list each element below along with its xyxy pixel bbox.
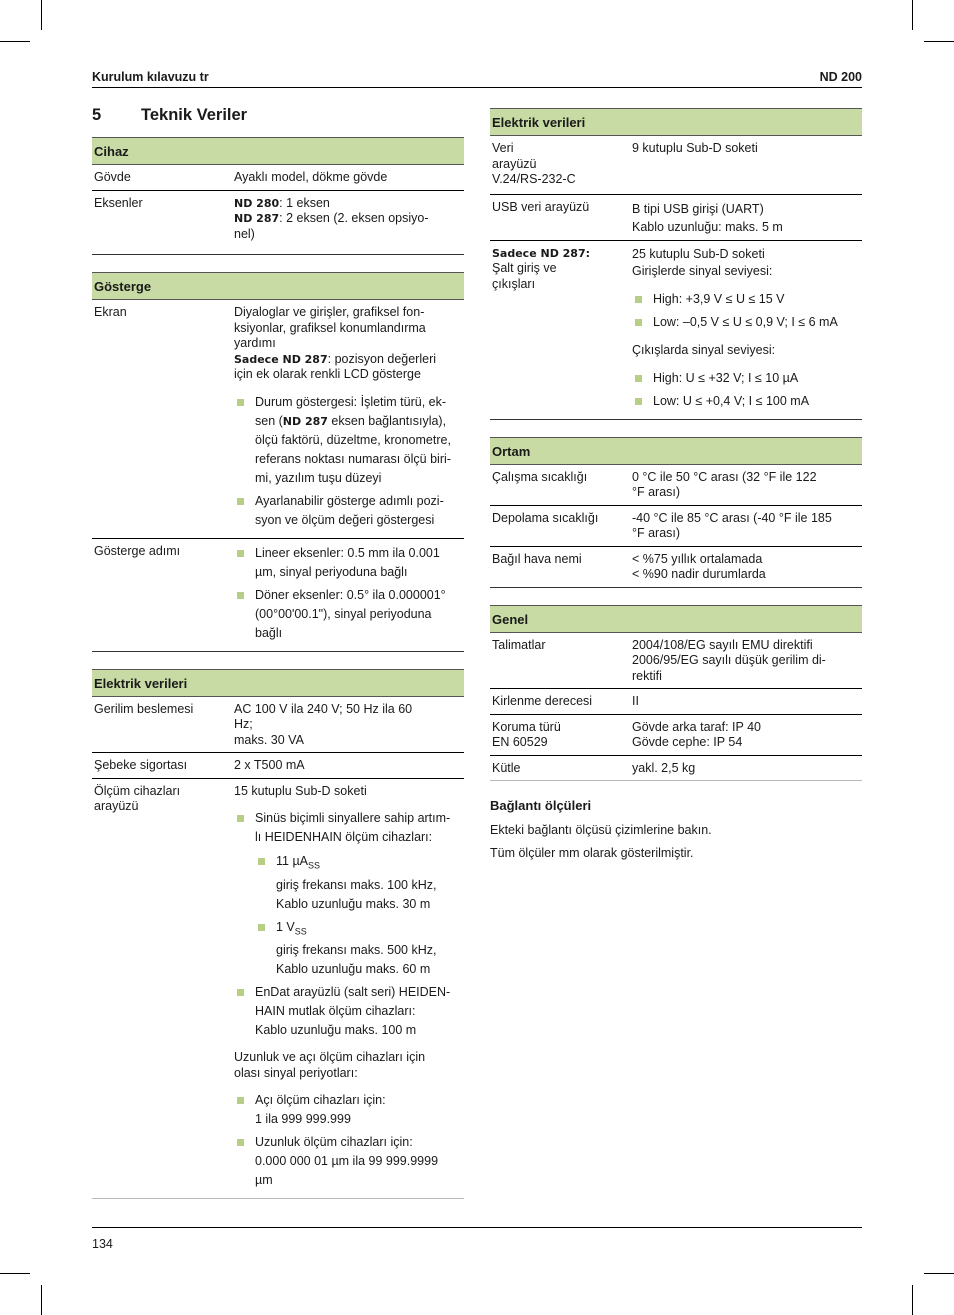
spec-table xyxy=(490,465,862,587)
table-row xyxy=(92,753,464,779)
model-name: ND 280 xyxy=(234,196,280,210)
crop-mark xyxy=(924,1273,954,1274)
section-heading: Ortam xyxy=(490,437,862,465)
sub-bullet-list xyxy=(255,852,462,979)
model-name: ND 287 xyxy=(282,414,328,428)
bullet-list xyxy=(234,544,462,643)
row-value xyxy=(232,778,464,1198)
bullet-list xyxy=(632,290,860,332)
paragraph: Tüm ölçüler mm olarak gösterilmiştir. xyxy=(490,846,694,860)
text: syon ve ölçüm değeri göstergesi xyxy=(255,512,435,527)
bullet-list xyxy=(234,1091,462,1190)
row-value xyxy=(232,697,464,753)
list-item xyxy=(234,1133,462,1190)
left-column xyxy=(92,106,464,1216)
section-heading: Cihaz xyxy=(92,137,464,165)
text: rektifi xyxy=(632,668,662,683)
section-heading: Elektrik verileri xyxy=(490,108,862,136)
list-item xyxy=(632,369,860,388)
list-item xyxy=(234,1091,462,1129)
table-row xyxy=(92,538,464,651)
table-row xyxy=(92,778,464,1198)
subscript: SS xyxy=(308,860,321,871)
table-row xyxy=(490,194,862,240)
list-item xyxy=(255,918,462,980)
model-name: Sadece ND 287 xyxy=(234,352,328,366)
table-row xyxy=(490,633,862,689)
row-label: Kirlenme derecesi xyxy=(490,689,630,715)
row-label: Talimatlar xyxy=(492,637,546,652)
list-item xyxy=(234,983,462,1040)
text: Şalt giriş ve xyxy=(492,261,557,275)
list-item xyxy=(234,586,462,643)
text: arayüzü xyxy=(492,156,537,171)
text: Kablo uzunluğu maks. 30 m xyxy=(276,896,431,911)
bullet-list xyxy=(234,809,462,1040)
table-row xyxy=(92,165,464,190)
row-label: Eksenler xyxy=(92,190,232,254)
text: Ölçüm cihazları xyxy=(94,783,181,798)
list-item xyxy=(632,290,860,309)
page-title xyxy=(92,106,464,128)
text: Uzunluk ve açı ölçüm cihazları için xyxy=(234,1050,426,1064)
text: Low: –0,5 V ≤ U ≤ 0,9 V; I ≤ 6 mA xyxy=(653,314,838,329)
spec-table xyxy=(92,165,464,254)
paragraph xyxy=(234,1050,462,1081)
section-elektrik-1 xyxy=(92,669,464,1200)
header-product: ND 200 xyxy=(819,70,862,84)
crop-mark xyxy=(0,1273,30,1274)
text: AC 100 V ila 240 V; 50 Hz ila 60 xyxy=(234,701,413,716)
text: Veri xyxy=(492,141,514,155)
text: EN 60529 xyxy=(492,735,548,749)
row-label: Depolama sıcaklığı xyxy=(490,505,630,546)
text: Açı ölçüm cihazları için: xyxy=(255,1093,386,1107)
section-heading: Genel xyxy=(490,605,862,633)
row-value xyxy=(232,300,464,538)
text: µm xyxy=(255,1173,273,1187)
table-row xyxy=(490,465,862,506)
row-label: Ekran xyxy=(94,305,127,319)
row-value: Ayaklı model, dökme gövde xyxy=(234,170,388,184)
text: (00°00'00.1"), sinyal periyoduna xyxy=(255,606,432,621)
crop-mark xyxy=(0,41,30,42)
section-title: Teknik Veriler xyxy=(141,106,248,124)
section-heading: Gösterge xyxy=(92,272,464,300)
row-value xyxy=(630,240,862,419)
text: mi, yazılım tuşu düzeyi xyxy=(255,470,382,485)
text: 1 ila 999 999.999 xyxy=(255,1112,351,1126)
section-number: 5 xyxy=(92,106,102,124)
text: çıkışları xyxy=(492,276,536,291)
bullet-list xyxy=(632,369,860,411)
crop-mark xyxy=(41,0,42,30)
row-label: Çalışma sıcaklığı xyxy=(492,469,588,484)
text: giriş frekansı maks. 500 kHz, xyxy=(276,943,437,957)
text: V.24/RS-232-C xyxy=(492,172,576,186)
crop-mark xyxy=(924,41,954,42)
text: : 2 eksen (2. eksen opsiyo- xyxy=(279,211,429,225)
crop-mark xyxy=(912,1285,913,1315)
text: yardımı xyxy=(234,336,276,350)
text: HAIN mutlak ölçüm cihazları: xyxy=(255,1004,416,1018)
row-value: 9 kutuplu Sub-D soketi xyxy=(632,141,758,155)
text: 2006/95/EG sayılı düşük gerilim di- xyxy=(632,653,826,667)
list-item xyxy=(234,544,462,582)
text: B tipi USB girişi (UART) xyxy=(632,201,764,216)
row-label xyxy=(490,714,630,755)
bullet-list xyxy=(234,393,462,530)
text: Kablo uzunluğu maks. 100 m xyxy=(255,1023,417,1037)
section-cihaz xyxy=(92,137,464,255)
text: µm, sinyal periyoduna bağlı xyxy=(255,564,408,579)
text: arayüzü xyxy=(94,799,139,813)
text: eksen bağlantısıyla), xyxy=(327,413,447,428)
text: Gövde arka taraf: IP 40 xyxy=(632,719,762,734)
text: Durum göstergesi: İşletim türü, ek- xyxy=(255,394,447,409)
row-label: Gerilim beslemesi xyxy=(94,701,194,716)
row-value xyxy=(630,546,862,587)
row-value xyxy=(630,194,862,240)
connection-dimensions xyxy=(490,798,862,865)
section-gosterge xyxy=(92,272,464,652)
text: bağlı xyxy=(255,625,283,640)
table-row xyxy=(490,689,862,715)
section-ortam xyxy=(490,437,862,588)
text: ölçü faktörü, düzeltme, kronometre, xyxy=(255,432,451,447)
text: : 1 eksen xyxy=(279,195,330,210)
row-label xyxy=(490,136,630,194)
row-value: II xyxy=(630,689,862,715)
text: Koruma türü xyxy=(492,719,561,734)
text: : pozisyon değerleri xyxy=(327,351,437,366)
row-value xyxy=(630,465,862,506)
page-number: 134 xyxy=(92,1237,113,1251)
text: Uzunluk ölçüm cihazları için: xyxy=(255,1135,413,1149)
text: < %75 yıllık ortalamada xyxy=(632,551,763,566)
row-value xyxy=(630,505,862,546)
text: için ek olarak renkli LCD gösterge xyxy=(234,367,421,381)
text: 0.000 000 01 µm ila 99 999.9999 xyxy=(255,1154,439,1168)
table-row xyxy=(92,190,464,254)
row-label: Gövde xyxy=(94,170,131,184)
spec-table xyxy=(490,136,862,419)
row-label xyxy=(490,240,630,419)
text: 25 kutuplu Sub-D soketi xyxy=(632,246,765,261)
text: Ayarlanabilir gösterge adımlı pozi- xyxy=(255,493,444,508)
text: Kablo uzunluğu maks. 60 m xyxy=(276,962,431,976)
text: -40 °C ile 85 °C arası (-40 °F ile 185 xyxy=(632,510,832,525)
text: Girişlerde sinyal seviyesi: xyxy=(632,263,773,278)
list-item xyxy=(255,852,462,914)
text: EnDat arayüzlü (salt seri) HEIDEN- xyxy=(255,985,451,999)
text: sen ( xyxy=(255,413,283,428)
row-value xyxy=(232,538,464,651)
text: maks. 30 VA xyxy=(234,732,304,747)
text: 11 µA xyxy=(276,854,308,868)
list-item xyxy=(632,392,860,411)
text: ksiyonlar, grafiksel konumlandırma xyxy=(234,320,426,335)
text: olası sinyal periyotları: xyxy=(234,1065,358,1080)
text: Hz; xyxy=(234,717,253,731)
row-label: Gösterge adımı xyxy=(92,538,232,651)
table-row xyxy=(490,136,862,194)
right-column xyxy=(490,108,862,865)
subscript: SS xyxy=(294,926,307,936)
text: 15 kutuplu Sub-D soketi xyxy=(234,783,367,798)
model-name: ND 287 xyxy=(234,212,280,225)
table-row xyxy=(490,240,862,419)
page-footer xyxy=(92,1227,862,1251)
text: High: +3,9 V ≤ U ≤ 15 V xyxy=(653,291,785,306)
table-row xyxy=(490,505,862,546)
row-label: Şebeke sigortası xyxy=(92,753,232,779)
text: 0 °C ile 50 °C arası (32 °F ile 122 xyxy=(632,469,817,484)
text: 1 V xyxy=(276,919,295,934)
text: referans noktası numarası ölçü biri- xyxy=(255,451,451,466)
table-row xyxy=(490,546,862,587)
text: Gövde cephe: IP 54 xyxy=(632,735,743,749)
table-row xyxy=(92,300,464,538)
text: Low: U ≤ +0,4 V; I ≤ 100 mA xyxy=(653,393,810,408)
table-row xyxy=(490,714,862,755)
paragraph: Ekteki bağlantı ölçüsü çizimlerine bakın. xyxy=(490,823,712,837)
row-value xyxy=(630,714,862,755)
subsection-title: Bağlantı ölçüleri xyxy=(490,798,592,813)
table-row xyxy=(92,697,464,753)
row-value xyxy=(232,190,464,254)
text: Kablo uzunluğu: maks. 5 m xyxy=(632,219,783,234)
text: High: U ≤ +32 V; I ≤ 10 µA xyxy=(653,370,799,385)
text: Sinüs biçimli sinyallere sahip artım- xyxy=(255,811,451,825)
list-item xyxy=(234,492,462,530)
crop-mark xyxy=(41,1285,42,1315)
text: nel) xyxy=(234,226,255,241)
text: Döner eksenler: 0.5° ila 0.000001° xyxy=(255,587,446,602)
crop-mark xyxy=(912,0,913,30)
header-manual-title: Kurulum kılavuzu tr xyxy=(92,70,209,84)
row-label: USB veri arayüzü xyxy=(490,194,630,240)
row-value: 2 x T500 mA xyxy=(232,753,464,779)
row-label xyxy=(92,778,232,1198)
text: Lineer eksenler: 0.5 mm ila 0.001 xyxy=(255,545,440,560)
row-value xyxy=(630,633,862,689)
section-genel xyxy=(490,605,862,782)
list-item xyxy=(234,393,462,488)
row-value: yakl. 2,5 kg xyxy=(630,755,862,780)
table-row xyxy=(490,755,862,780)
text: giriş frekansı maks. 100 kHz, xyxy=(276,877,437,892)
row-label: Kütle xyxy=(490,755,630,780)
spec-table xyxy=(92,697,464,1199)
section-heading: Elektrik verileri xyxy=(92,669,464,697)
spec-table xyxy=(92,300,464,651)
section-elektrik-2 xyxy=(490,108,862,420)
text: °F arası) xyxy=(632,485,681,499)
text: Diyaloglar ve girişler, grafiksel fon- xyxy=(234,305,425,319)
page-header xyxy=(92,69,862,88)
text: lı HEIDENHAIN ölçüm cihazları: xyxy=(255,830,433,844)
paragraph: Çıkışlarda sinyal seviyesi: xyxy=(632,342,776,357)
text: < %90 nadir durumlarda xyxy=(632,567,766,581)
list-item xyxy=(234,809,462,979)
list-item xyxy=(632,313,860,332)
text: 2004/108/EG sayılı EMU direktifi xyxy=(632,637,813,652)
model-name: Sadece ND 287: xyxy=(492,246,591,260)
text: °F arası) xyxy=(632,526,681,540)
spec-table xyxy=(490,633,862,781)
row-label: Bağıl hava nemi xyxy=(490,546,630,587)
